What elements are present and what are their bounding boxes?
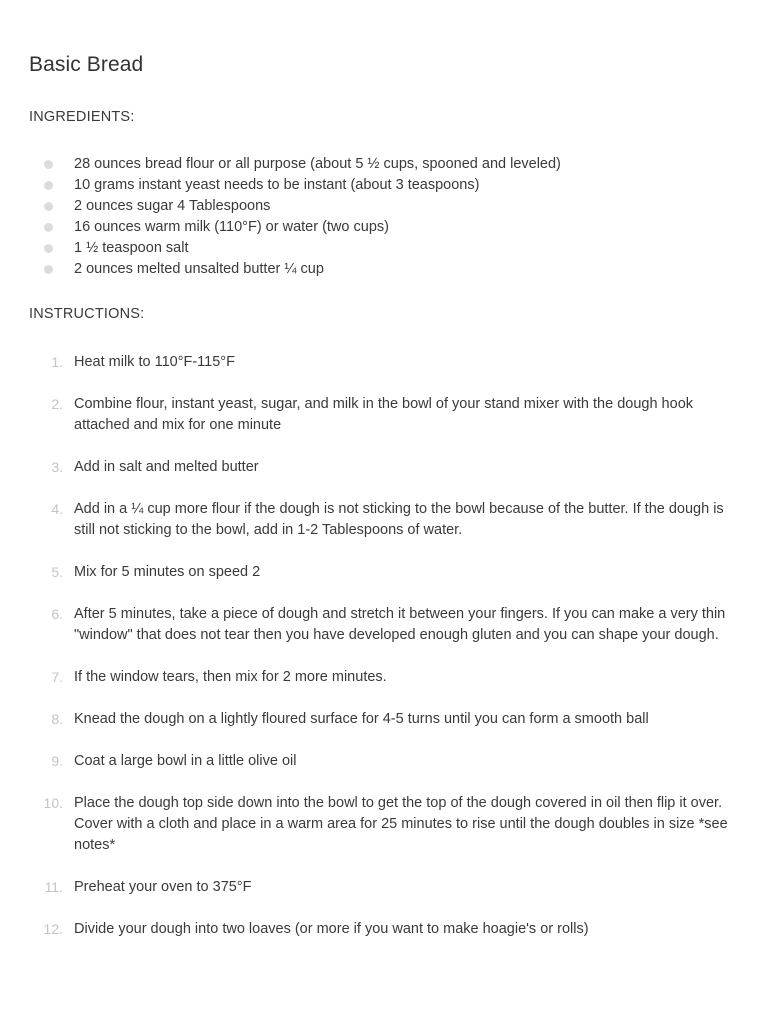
- step-number: 3.: [51, 459, 63, 475]
- instruction-step: [0, 457, 768, 478]
- ingredients-heading: INGREDIENTS:: [29, 109, 135, 125]
- step-text: Divide your dough into two loaves (or more if you want to make hoagie's or rolls): [74, 921, 589, 937]
- instruction-step: [0, 562, 768, 583]
- ingredient-item: [0, 259, 760, 280]
- bullet-icon: [44, 202, 53, 211]
- instructions-list: [0, 352, 768, 961]
- instruction-step: [0, 667, 768, 688]
- ingredient-item: [0, 238, 760, 259]
- step-text: Heat milk to 110°F-115°F: [74, 354, 235, 370]
- ingredient-text: 2 ounces sugar 4 Tablespoons: [74, 198, 271, 214]
- ingredient-text: 1 ½ teaspoon salt: [74, 240, 189, 256]
- instruction-step: [0, 499, 768, 541]
- ingredient-item: [0, 175, 760, 196]
- step-number: 9.: [51, 753, 63, 769]
- step-text: Coat a large bowl in a little olive oil: [74, 753, 297, 769]
- bullet-icon: [44, 244, 53, 253]
- ingredient-item: [0, 154, 760, 175]
- ingredient-text: 2 ounces melted unsalted butter ¼ cup: [74, 261, 324, 277]
- step-number: 12.: [43, 921, 63, 937]
- step-text: Knead the dough on a lightly floured surface for 4-5 turns until you can form a smooth ball: [74, 711, 649, 727]
- instruction-step: [0, 394, 768, 436]
- ingredient-text: 10 grams instant yeast needs to be instant (about 3 teaspoons): [74, 177, 480, 193]
- ingredients-list: [0, 154, 760, 280]
- step-number: 6.: [51, 606, 63, 622]
- instruction-step: [0, 352, 768, 373]
- step-text: Add in salt and melted butter: [74, 459, 259, 475]
- bullet-icon: [44, 265, 53, 274]
- instruction-step: [0, 793, 768, 856]
- step-number: 2.: [51, 396, 63, 412]
- bullet-icon: [44, 160, 53, 169]
- step-number: 5.: [51, 564, 63, 580]
- step-number: 4.: [51, 501, 63, 517]
- instructions-heading: INSTRUCTIONS:: [29, 306, 145, 322]
- step-text: If the window tears, then mix for 2 more minutes.: [74, 669, 387, 685]
- step-number: 8.: [51, 711, 63, 727]
- ingredient-text: 16 ounces warm milk (110°F) or water (two cups): [74, 219, 389, 235]
- ingredient-item: [0, 217, 760, 238]
- step-text: Combine flour, instant yeast, sugar, and milk in the bowl of your stand mixer with the dough hook attached and mix for one minute: [74, 396, 694, 433]
- bullet-icon: [44, 181, 53, 190]
- step-number: 7.: [51, 669, 63, 685]
- step-number: 10.: [43, 795, 63, 811]
- instruction-step: [0, 877, 768, 898]
- ingredient-item: [0, 196, 760, 217]
- bullet-icon: [44, 223, 53, 232]
- instruction-step: [0, 709, 768, 730]
- step-number: 1.: [51, 354, 63, 370]
- instruction-step: [0, 919, 768, 940]
- page-title: Basic Bread: [29, 53, 144, 76]
- step-text: Preheat your oven to 375°F: [74, 879, 252, 895]
- step-text: Mix for 5 minutes on speed 2: [74, 564, 261, 580]
- instruction-step: [0, 751, 768, 772]
- step-text: Place the dough top side down into the bowl to get the top of the dough covered in oil then flip it over. Cover with a cloth and place in a warm area for 25 minutes to rise until the dough doubles in size *see notes*: [74, 795, 728, 853]
- step-text: Add in a ¼ cup more flour if the dough is not sticking to the bowl because of the butter. If the dough is still not sticking to the bowl, add in 1-2 Tablespoons of water.: [74, 501, 724, 538]
- ingredient-text: 28 ounces bread flour or all purpose (about 5 ½ cups, spooned and leveled): [74, 156, 561, 172]
- step-text: After 5 minutes, take a piece of dough and stretch it between your fingers. If you can make a very thin "window" that does not tear then you have developed enough gluten and you can shape your dough.: [74, 606, 726, 643]
- step-number: 11.: [44, 879, 63, 895]
- instruction-step: [0, 604, 768, 646]
